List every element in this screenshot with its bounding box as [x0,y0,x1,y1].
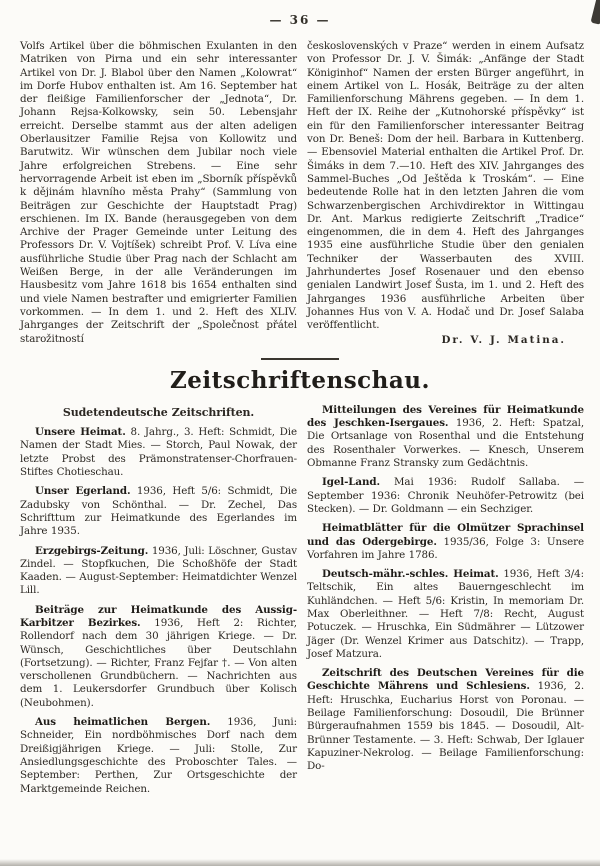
journal-entry [20,485,297,538]
right-column [307,40,584,347]
journal-entry-body: Mai 1936: Rudolf Sallaba. — September 1936: Chronik Neuhöfer-Petrowitz (bei Stecken). — Dr. Goldmann — ein Sechziger. [307,476,584,515]
page-number: — 36 — [269,13,331,27]
journal-entry-body: 1936, Heft 2: Richter, Rollendorf nach dem 30 jährigen Kriege. — Dr. Wünsch, Geschichtliches über Deutschlahn (Fortsetzung). — Richter, Franz Fejfar †. — Von alten verschollenen Grundbüchern. — Nachrichten aus dem 1. Leukersdorfer Grundbuch über Kolisch (Neubohmen). [20,616,297,709]
journal-entry-body: 1936, 2. Heft: Spatzal, Die Ortsanlage von Rosenthal und die Entstehung des Rosenthaler Vorwerkes. — Knesch, Unserem Obmanne Franz Stransky zum Gedächtnis. [307,417,584,470]
journal-title: Unsere Heimat. [35,426,126,439]
journal-title: Erzgebirgs-Zeitung. [35,544,149,557]
author-signature: Dr. V. J. Matina. [441,333,566,346]
journal-title: Deutsch-mähr.-schles. Heimat. [322,568,499,581]
journal-entry [20,426,297,479]
journal-entry [20,716,297,796]
column-subheading: Sudetendeutsche Zeitschriften. [62,405,255,419]
journal-entry-body: 1936, Heft 5/6: Schmidt, Die Zadubsky von Schönthal. — Dr. Zechel, Das Schrifttum zur Heimatkunde des Egerlandes im Jahre 1935. [20,485,297,538]
journal-entry [307,404,584,470]
journal-entry [307,476,584,516]
article-continuation-section [0,40,600,347]
journal-title: Unser Egerland. [35,485,131,498]
journal-entry-body: 1936, Juni: Schneider, Ein nordböhmisches Dorf nach dem Dreißigjährigen Kriege. — Juli: Stolle, Zur Ansiedlungsgeschichte des Proboschter Tales. — September: Perthen, Zur Ortsgeschichte der Marktgemeinde Reichen. [20,716,297,795]
section-divider-rule [261,358,339,360]
journal-entry [20,545,297,598]
left-column [20,404,297,802]
journal-title: Igel-Land. [322,476,380,489]
journal-title: Zeitschrift des Deutschen Vereines für die Geschichte Mährens und Schlesiens. [307,667,584,693]
article-text-right: československých v Praze“ werden in einem Aufsatz von Professor Dr. J. V. Šimák: „Anfänge der Stadt Königinhof“ Namen der ersten Bürger angeführt, in einem Artikel von L. Hosák, Beiträge zu der alten Familienforschung Mährens gegeben. — In dem 1. Heft der IX. Reihe der „Kutnohorské příspěvky“ ist ein für den Familienforscher interessanter Beitrag von Dr. Beneš: Dom der heil. Barbara in Kuttenberg. — Ebensoviel Material enthalten die Artikel Prof. Dr. Šimáks in dem 7.—10. Heft des XIV. Jahrganges des Sammel-Buches „Od Ještěda k Troskám“. — Eine bedeutende Rolle hat in den letzten Jahren die vom Schwarzenbergischen Archivdirektor in Wittingau Dr. Ant. Markus redigierte Zeitschrift „Tradice“ eingenommen, die in dem 4. Heft des Jahrganges 1935 eine ausführliche Studie über den genialen Techniker der Wasserbauten des XVIII. Jahrhundertes Josef Rosenauer und den ebenso genialen Landwirt Josef Šusta, im 1. und 2. Heft des Jahrganges 1936 ausführliche Arbeiten über Johannes Hus von V. A. Hodač und Dr. Josef Salaba veröffentlicht. [307,40,584,332]
journal-title: Heimatblätter für die Olmützer Sprachinsel und das Odergebirge. [307,522,584,548]
journal-entry [20,604,297,710]
left-column [20,40,297,347]
journal-entry-body: 1936, Heft 3/4: Teltschik, Ein altes Bauerngeschlecht im Kuhländchen. — Heft 5/6: Kristin, In memoriam Dr. Max Oberleithner. — Heft 7/8: Recht, August Potuczek. — Hruschka, Ein Südmährer — Lützower Jäger (Dr. Wenzel Krimer aus Datschitz). — Trapp, Josef Matzura. [307,568,584,660]
journal-entry [307,667,584,773]
journal-title: Beiträge zur Heimatkunde des Aussig-Karbitzer Bezirkes. [20,603,297,629]
scan-artifact-bottom-edge [0,859,600,866]
journal-entry [307,522,584,562]
zeitschriftenschau-section [0,404,600,802]
journal-entry [307,568,584,661]
right-column [307,404,584,802]
journal-entry-body: 8. Jahrg., 3. Heft: Schmidt, Die Namen der Stadt Mies. — Storch, Paul Nowak, der letzte Probst des Prämonstratenser-Chorfrauen-Stiftes Chotieschau. [20,426,297,479]
journal-entry-body: 1936, 2. Heft: Hruschka, Eucharius Horst von Poronau. — Beilage Familienforschung: Dosoudil, Die Brünner Bürgeraufnahmen 1559 bis 1845. — Dosoudil, Alt-Brünner Testamente. — 3. Heft: Schwab, Der Iglauer Kapuziner-Nekrolog. — Beilage Familienforschung: Do- [307,680,584,773]
journal-entry-body: 1936, Juli: Löschner, Gustav Zindel. — Stopfkuchen, Die Schoßhöfe der Stadt Kaaden. — August-September: Heimatdichter Wenzel Lill. [20,544,297,597]
section-heading: Zeitschriftenschau. [170,366,430,394]
journal-title: Mitteilungen des Vereines für Heimatkunde des Jeschken-Isergaues. [307,403,584,430]
journal-entry-body: 1935/36, Folge 3: Unsere Vorfahren im Jahre 1786. [307,535,584,561]
article-text-left: Volfs Artikel über die böhmischen Exulanten in den Matriken von Pirna und ein sehr interessanter Artikel von Dr. J. Blabol über den Namen „Kolowrat“ im Dorfe Hubov enthalten ist. Am 16. September hat der fleißige Familienforscher der „Jednota“, Dr. Johann Rejsa-Kolkowsky, sein 50. Lebensjahr erreicht. Derselbe stammt aus der alten adeligen Oberlausitzer Familie Rejsa von Kollowitz und Barutwitz. Wir wünschen dem Jubilar noch viele Jahre erfolgreichen Strebens. — Eine sehr hervorragende Arbeit ist eben im „Sborník příspěvků k dějinám hlavního města Prahy“ (Sammlung von Beiträgen zur Geschichte der Hauptstadt Prag) erschienen. Im IX. Bande (herausgegeben von dem Archive der Prager Gemeinde unter Leitung des Professors Dr. V. Vojtíšek) schreibt Prof. V. Líva eine ausführliche Studie über Prag nach der Schlacht am Weißen Berge, in der alle Veränderungen im Hausbesitz vom Jahre 1618 bis 1654 enthalten sind und viele Namen bestrafter und emigrierter Familien vorkommen. — In dem 1. und 2. Heft des XLIV. Jahrganges der Zeitschrift der „Společnost přátel starožitností [20,40,297,345]
journal-title: Aus heimatlichen Bergen. [35,716,211,729]
